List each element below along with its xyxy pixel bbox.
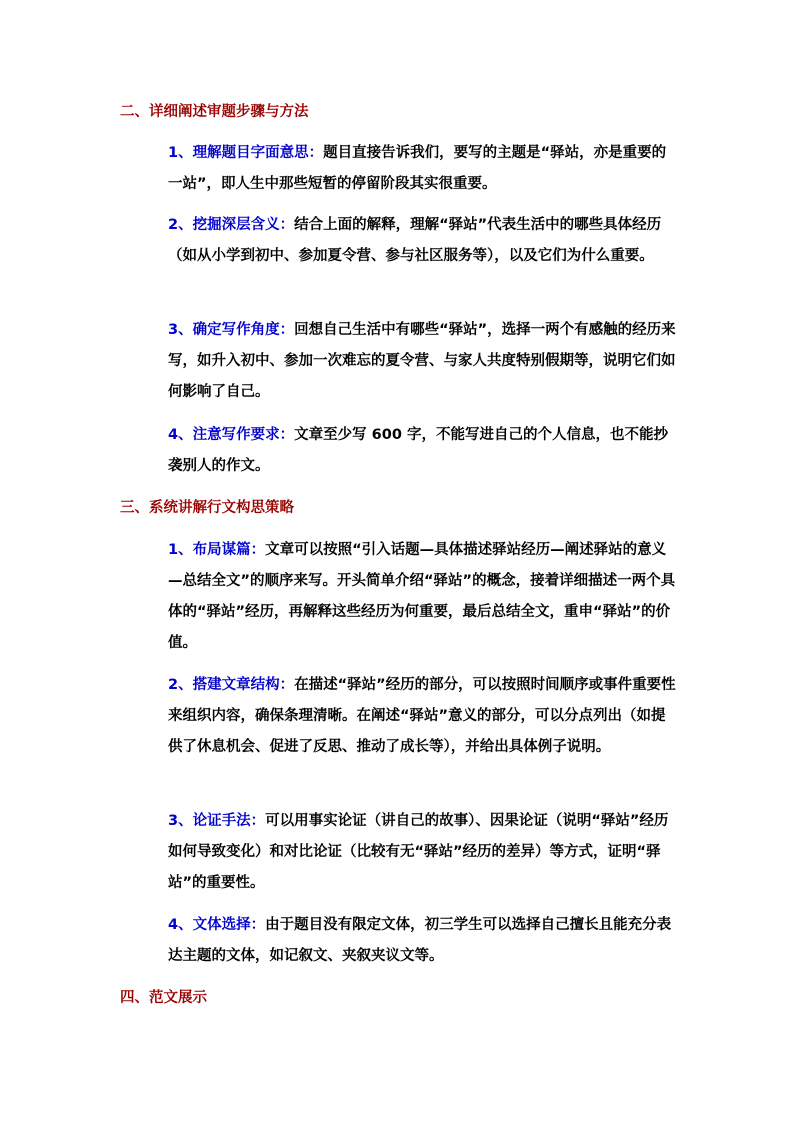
item-text: 题目直接告诉我们，要写的主题是“驿站，亦是重要的一站”，即人生中那些短暂的停留阶段其实很重要。 [168, 145, 667, 192]
item-label: 4、注意写作要求： [168, 427, 295, 443]
list-item-argument-methods [168, 806, 678, 899]
item-text: 回想自己生活中有哪些“驿站”，选择一两个有感触的经历来写，如升入初中、参加一次难忘的夏令营、与家人共度特别假期等，说明它们如何影响了自己。 [168, 322, 676, 400]
item-text: 在描述“驿站”经历的部分，可以按照时间顺序或事件重要性来组织内容，确保条理清晰。在阐述“驿站”意义的部分，可以分点列出（如提供了休息机会、促进了反思、推动了成长等），并给出具体例子说明。 [168, 677, 676, 755]
list-item-build-structure [168, 670, 678, 763]
list-item-dig-meaning [168, 210, 678, 272]
section-heading-sample-essay: 四、范文展示 [120, 990, 207, 1006]
item-text: 文章至少写 600 字，不能写进自己的个人信息，也不能抄袭别人的作文。 [168, 427, 668, 474]
list-item-understand-literal [168, 138, 678, 200]
item-text: 由于题目没有限定文体，初三学生可以选择自己擅长且能充分表达主题的文体，如记叙文、夹叙夹议文等。 [168, 917, 672, 964]
item-label: 1、理解题目字面意思： [168, 145, 324, 161]
section-heading-review-steps: 二、详细阐述审题步骤与方法 [120, 104, 309, 120]
item-text: 文章可以按照“引入话题—具体描述驿站经历—阐述驿站的意义—总结全文”的顺序来写。开头简单介绍“驿站”的概念，接着详细描述一两个具体的“驿站”经历，再解释这些经历为何重要，最后总结全文，重申“驿站”的价值。 [168, 542, 676, 651]
item-label: 3、论证手法： [168, 813, 266, 829]
list-item-writing-requirements [168, 420, 678, 482]
item-label: 2、搭建文章结构： [168, 677, 295, 693]
item-text: 可以用事实论证（讲自己的故事）、因果论证（说明“驿站”经历如何导致变化）和对比论证（比较有无“驿站”经历的差异）等方式，证明“驿站”的重要性。 [168, 813, 669, 891]
item-label: 2、挖掘深层含义： [168, 217, 295, 233]
item-text: 结合上面的解释，理解“驿站”代表生活中的哪些具体经历（如从小学到初中、参加夏令营、参与社区服务等），以及它们为什么重要。 [168, 217, 662, 264]
item-label: 4、文体选择： [168, 917, 266, 933]
list-item-layout-plan [168, 535, 678, 659]
item-label: 3、确定写作角度： [168, 322, 295, 338]
list-item-writing-angle [168, 315, 678, 408]
item-label: 1、布局谋篇： [168, 542, 266, 558]
section-heading-structure-strategy: 三、系统讲解行文构思策略 [120, 500, 294, 516]
list-item-genre-choice [168, 910, 678, 972]
